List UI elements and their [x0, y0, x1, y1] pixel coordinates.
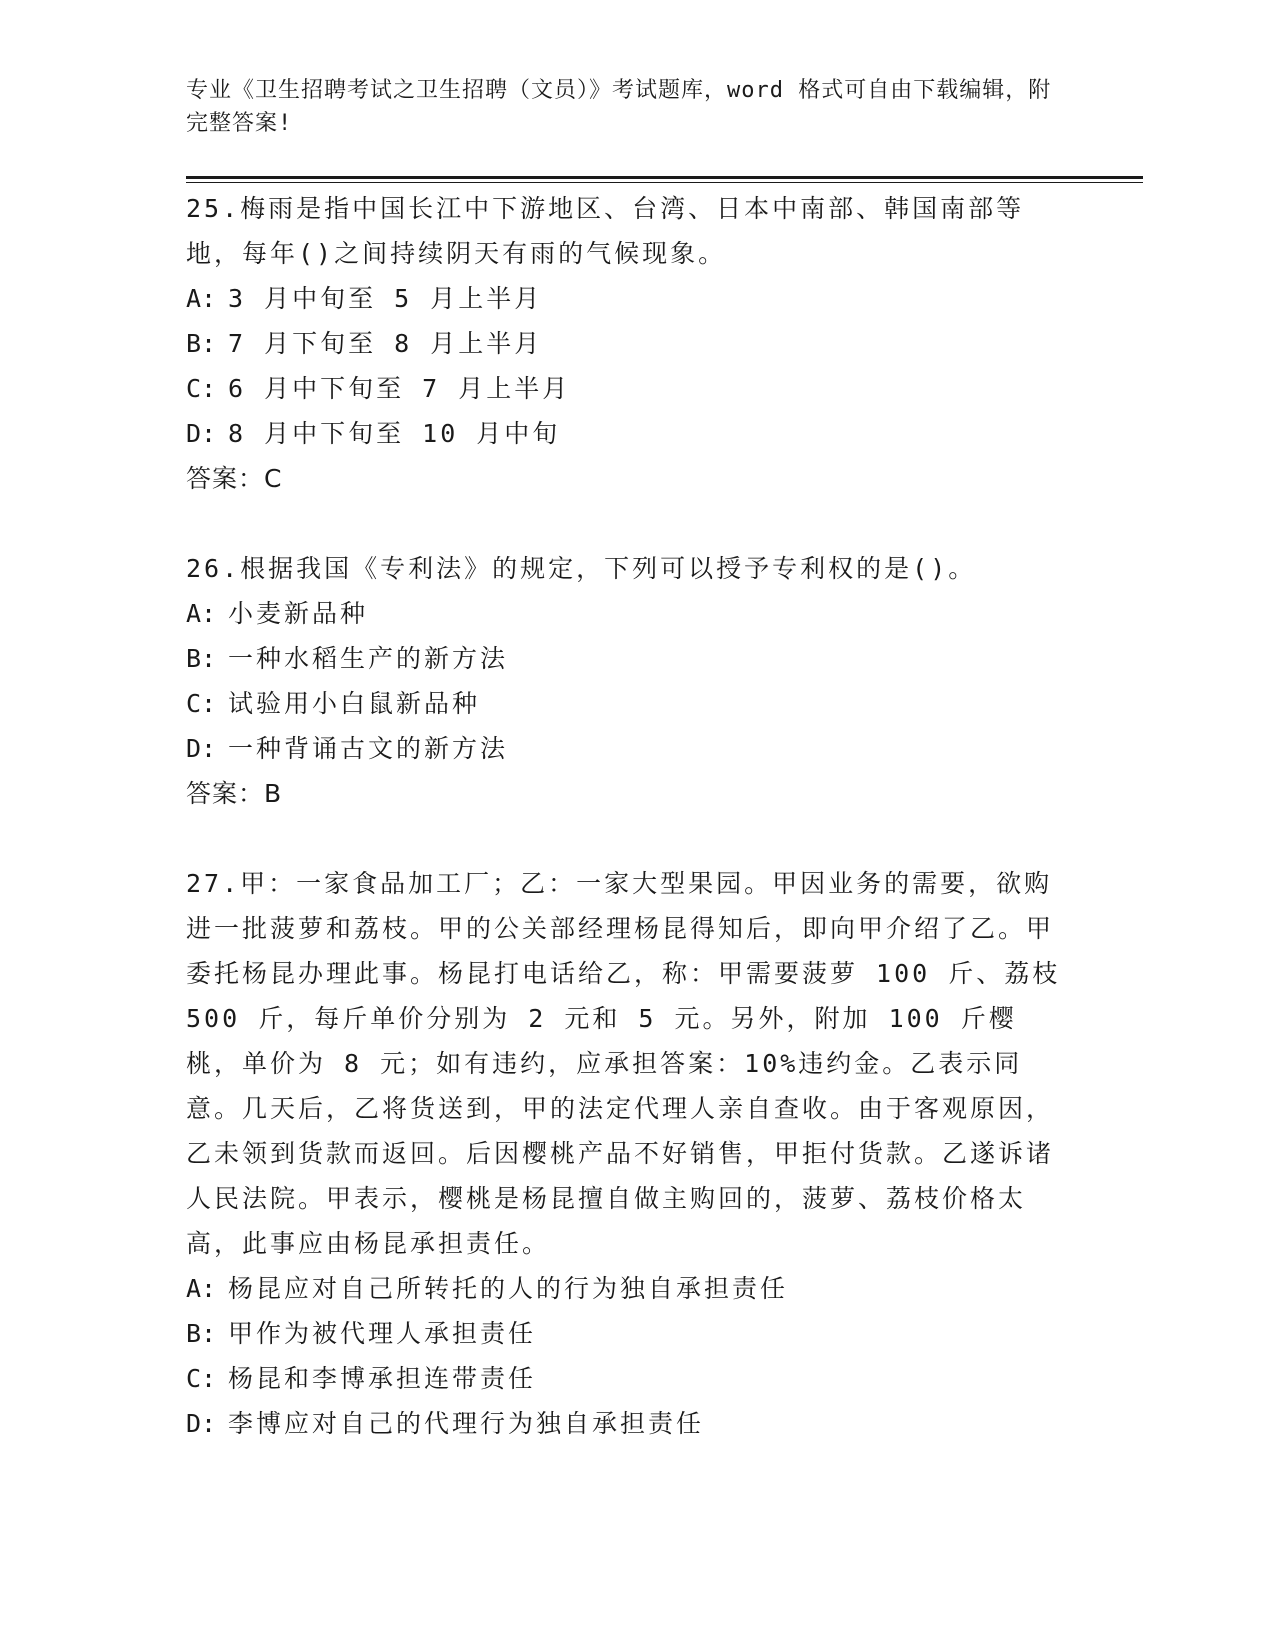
option-letter: B:: [186, 644, 217, 673]
option-d: [186, 411, 1066, 456]
option-text: 小麦新品种: [228, 599, 369, 628]
option-b: [186, 636, 1066, 681]
header-divider-thick: [186, 176, 1143, 179]
option-letter: C:: [186, 689, 217, 718]
option-letter: D:: [186, 1409, 217, 1438]
option-text: 杨昆应对自己所转托的人的行为独自承担责任: [228, 1274, 789, 1303]
question-stem: 27.甲：一家食品加工厂；乙：一家大型果园。甲因业务的需要，欲购进一批菠萝和荔枝。甲的公关部经理杨昆得知后，即向甲介绍了乙。甲委托杨昆办理此事。杨昆打电话给乙，称：甲需要菠萝 100 斤、荔枝 500 斤，每斤单价分别为 2 元和 5 元。另外，附加 100 斤樱桃，单价为 8 元；如有违约，应承担答案：10%违约金。乙表示同意。几天后，乙将货送到，甲的法定代理人亲自查收。由于客观原因，乙未领到货款而返回。后因樱桃产品不好销售，甲拒付货款。乙遂诉诸人民法院。甲表示，樱桃是杨昆擅自做主购回的，菠萝、荔枝价格太高，此事应由杨昆承担责任。: [186, 869, 1061, 1258]
option-letter: B:: [186, 329, 217, 358]
option-a: [186, 591, 1066, 636]
answer-line: 答案：B: [186, 779, 283, 808]
option-c: [186, 681, 1066, 726]
option-text: 李博应对自己的代理行为独自承担责任: [228, 1409, 705, 1438]
option-letter: A:: [186, 1274, 217, 1303]
option-d: [186, 726, 1066, 771]
option-b: [186, 1311, 1066, 1356]
option-letter: A:: [186, 284, 217, 313]
question-27: [186, 861, 1066, 1446]
option-text: 一种背诵古文的新方法: [228, 734, 509, 763]
option-text: 6 月中下旬至 7 月上半月: [228, 374, 571, 403]
option-letter: C:: [186, 1364, 217, 1393]
question-26: [186, 546, 1066, 816]
question-stem: 26.根据我国《专利法》的规定，下列可以授予专利权的是()。: [186, 554, 977, 583]
option-a: [186, 1266, 1066, 1311]
option-letter: C:: [186, 374, 217, 403]
option-c: [186, 366, 1066, 411]
option-a: [186, 276, 1066, 321]
option-letter: A:: [186, 599, 217, 628]
option-c: [186, 1356, 1066, 1401]
answer-line: 答案：C: [186, 464, 283, 493]
option-text: 甲作为被代理人承担责任: [228, 1319, 537, 1348]
option-text: 3 月中旬至 5 月上半月: [228, 284, 543, 313]
option-text: 一种水稻生产的新方法: [228, 644, 509, 673]
question-list: [186, 186, 1066, 1491]
question-stem: 25.梅雨是指中国长江中下游地区、台湾、日本中南部、韩国南部等地，每年()之间持续阴天有雨的气候现象。: [186, 194, 1025, 268]
header-divider-thin: [186, 182, 1143, 183]
question-25: [186, 186, 1066, 501]
option-b: [186, 321, 1066, 366]
option-text: 杨昆和李博承担连带责任: [228, 1364, 537, 1393]
option-text: 试验用小白鼠新品种: [228, 689, 481, 718]
option-letter: D:: [186, 419, 217, 448]
option-text: 8 月中下旬至 10 月中旬: [228, 419, 561, 448]
option-letter: B:: [186, 1319, 217, 1348]
option-letter: D:: [186, 734, 217, 763]
document-header: 专业《卫生招聘考试之卫生招聘（文员）》考试题库，word 格式可自由下载编辑，附完整答案!: [186, 78, 1052, 136]
option-text: 7 月下旬至 8 月上半月: [228, 329, 543, 358]
option-d: [186, 1401, 1066, 1446]
